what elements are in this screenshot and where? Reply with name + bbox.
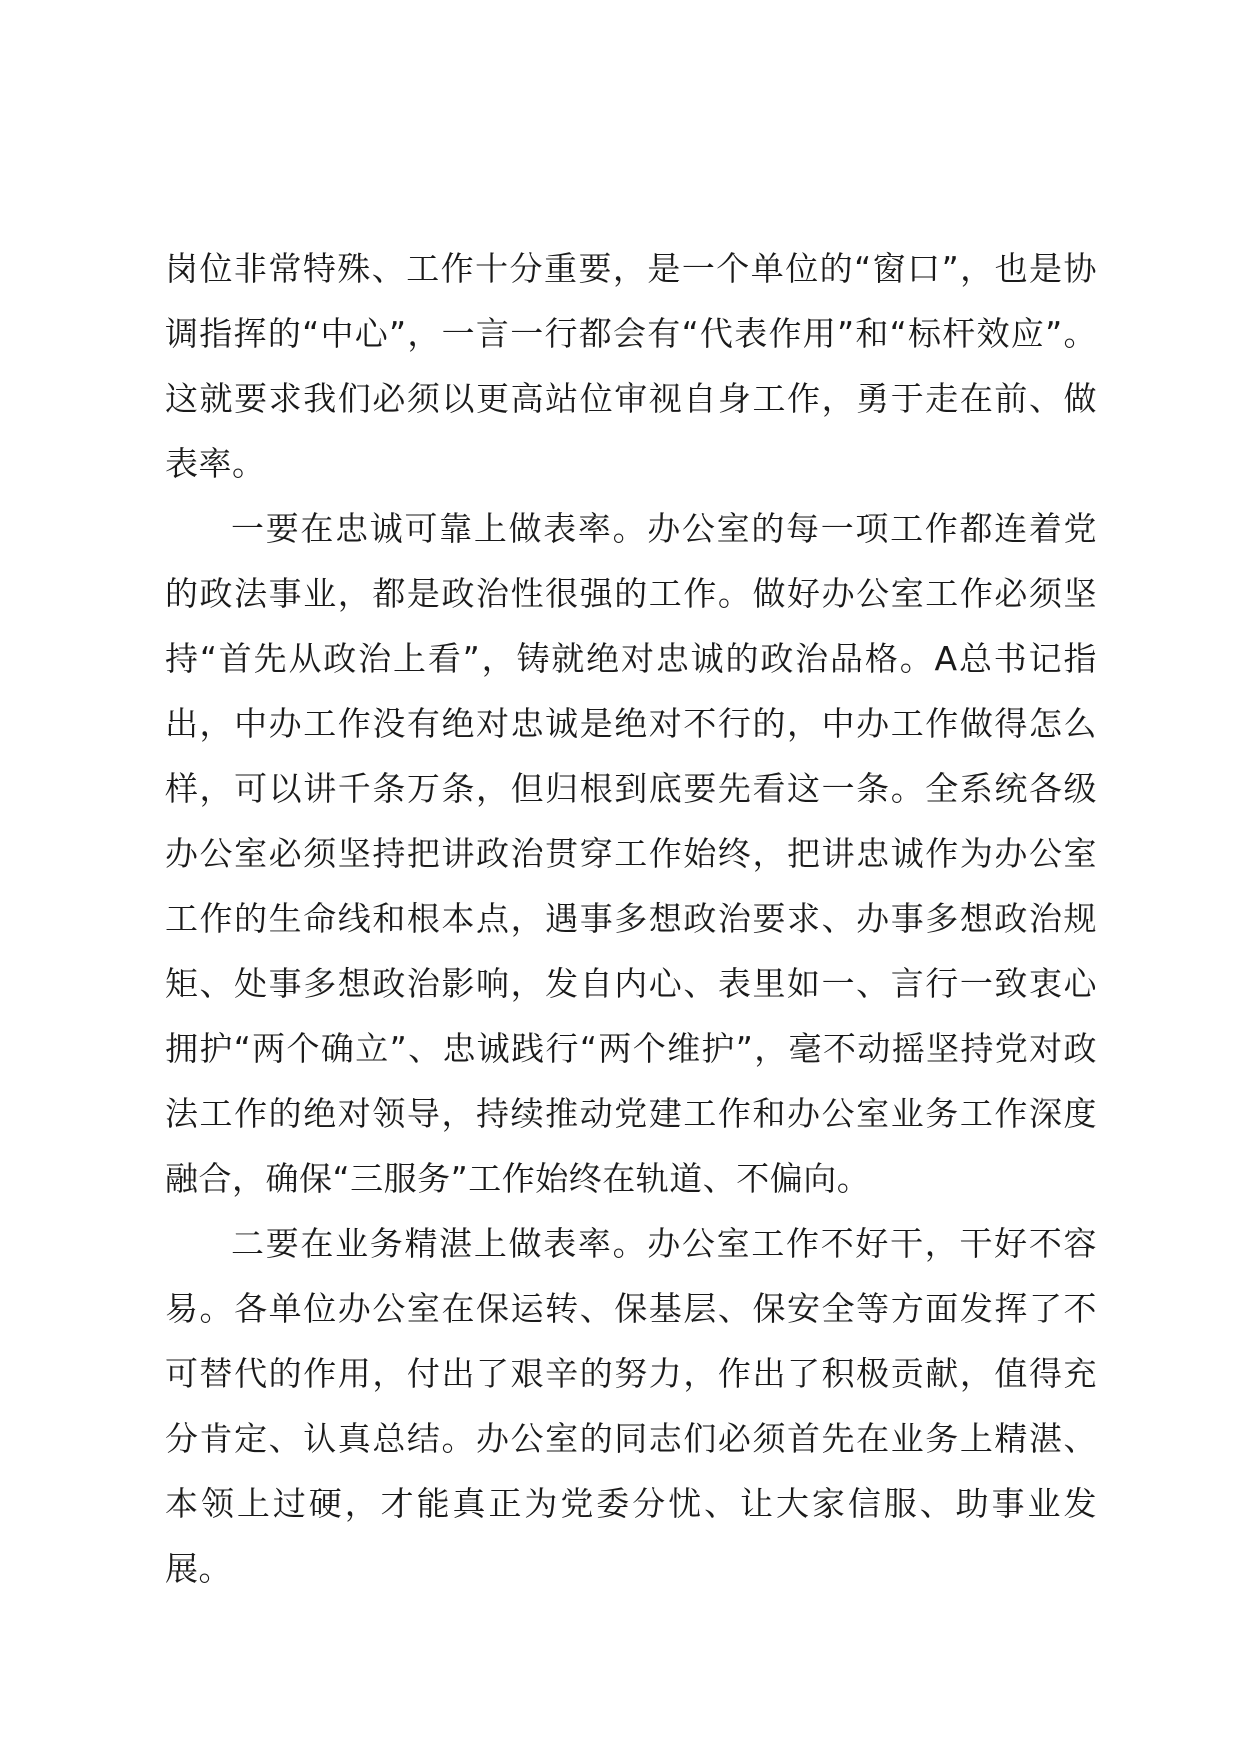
paragraph-loyalty: 一要在忠诚可靠上做表率。办公室的每一项工作都连着党的政法事业，都是政治性很强的工作。做好办公室工作必须坚持“首先从政治上看”，铸就绝对忠诚的政治品格。A总书记指出，中办工作没有绝对忠诚是绝对不行的，中办工作做得怎么样，可以讲千条万条，但归根到底要先看这一条。全系统各级办公室必须坚持把讲政治贯穿工作始终，把讲忠诚作为办公室工作的生命线和根本点，遇事多想政治要求、办事多想政治规矩、处事多想政治影响，发自内心、表里如一、言行一致衷心拥护“两个确立”、忠诚践行“两个维护”，毫不动摇坚持党对政法工作的绝对领导，持续推动党建工作和办公室业务工作深度融合，确保“三服务”工作始终在轨道、不偏向。	[165, 509, 1097, 1198]
paragraph-expertise: 二要在业务精湛上做表率。办公室工作不好干，干好不容易。各单位办公室在保运转、保基层、保安全等方面发挥了不可替代的作用，付出了艰辛的努力，作出了积极贡献，值得充分肯定、认真总结。办公室的同志们必须首先在业务上精湛、本领上过硬，才能真正为党委分忧、让大家信服、助事业发展。	[165, 1224, 1097, 1588]
document-body	[165, 236, 1097, 1601]
paragraph-continuation: 岗位非常特殊、工作十分重要，是一个单位的“窗口”，也是协调指挥的“中心”，一言一行都会有“代表作用”和“标杆效应”。这就要求我们必须以更高站位审视自身工作，勇于走在前、做表率。	[165, 249, 1097, 483]
